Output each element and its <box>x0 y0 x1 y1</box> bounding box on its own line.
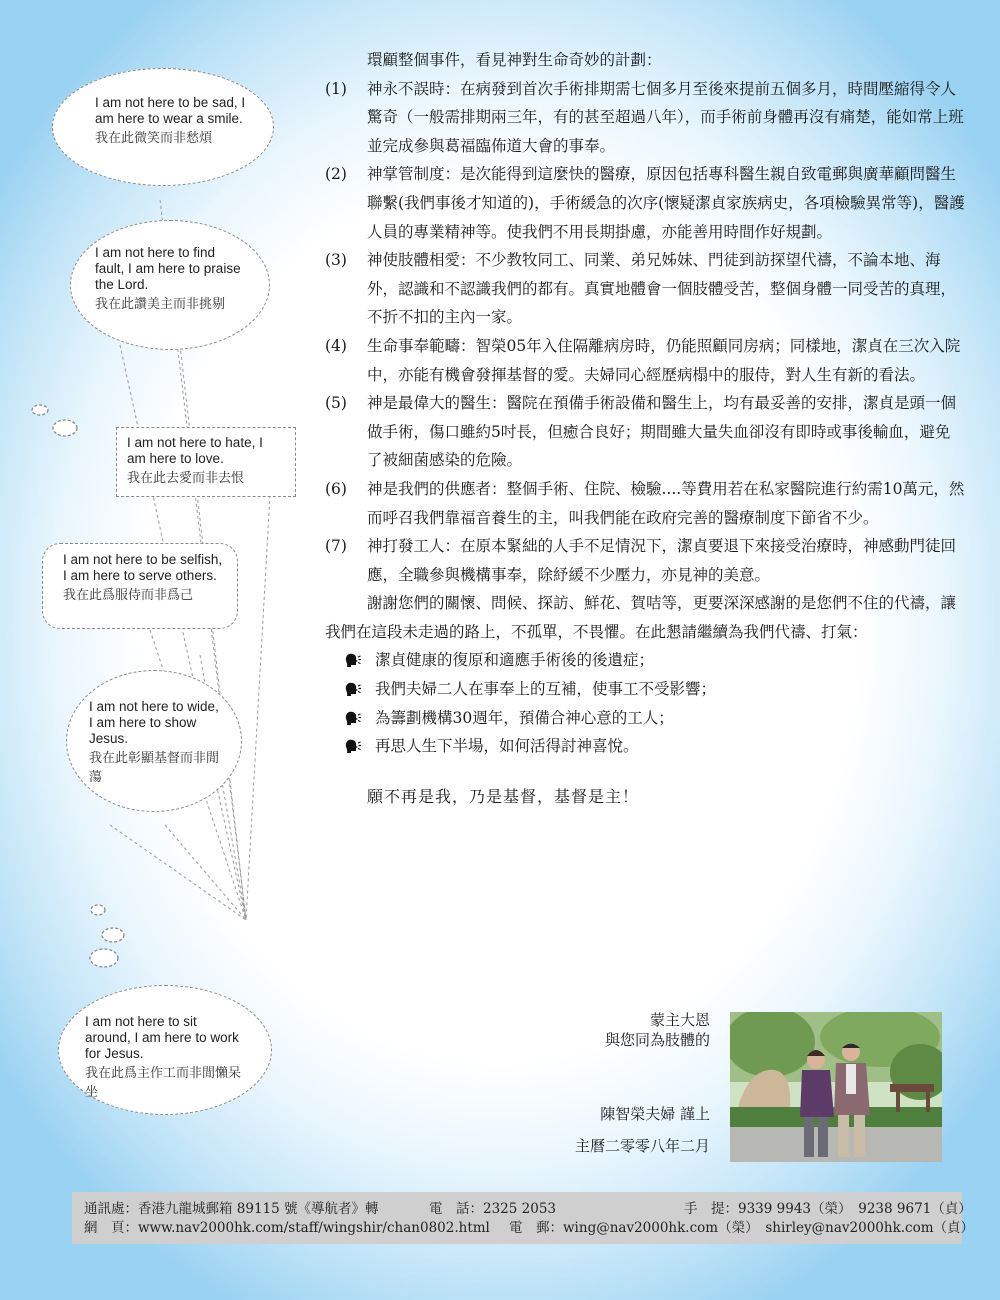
item-number: (7) <box>325 537 347 556</box>
couple-photo <box>730 1012 942 1162</box>
signature-line: 與您同為肢體的 <box>604 1031 710 1049</box>
item-text: 神是我們的供應者：整個手術、住院、檢驗....等費用若在私家醫院進行約需10萬元，然而呼召我們靠福音養生的主，叫我們能在政府完善的醫療制度下節省不少。 <box>367 479 965 527</box>
bubble-zh: 我在此去愛而非去恨 <box>127 471 245 486</box>
bubble-en: I am not here to wide, I am here to show Jesus. <box>89 699 219 746</box>
item-number: (5) <box>325 394 347 413</box>
bubble-column <box>0 0 320 1300</box>
item-text: 神打發工人：在原本緊絀的人手不足情況下，潔貞要退下來接受治療時，神感動門徒回應，全職參與機構事奉，除紓緩不少壓力，亦見神的美意。 <box>367 537 957 584</box>
bubble-en: I am not here to hate, I am here to love. <box>127 435 263 466</box>
bubble-zh: 我在此爲主作工而非閒懶呆坐 <box>85 1066 242 1100</box>
item-number: (6) <box>325 479 347 498</box>
signature-name: 陳智榮夫婦 謹上 <box>600 1105 710 1123</box>
bubble-en: I am not here to sit around, I am here to work for Jesus. <box>85 1014 239 1061</box>
reflection-item <box>325 389 965 475</box>
bubble-zh: 我在此彰顯基督而非閒蕩 <box>89 751 220 785</box>
speaking-head-icon <box>345 653 361 667</box>
footer-mobile: 手 提：9339 9943（榮） 9238 9671（貞） <box>684 1201 972 1217</box>
letter-intro: 環顧整個事件，看見神對生命奇妙的計劃： <box>367 51 662 69</box>
bubble-zh: 我在此爲服侍而非爲己 <box>63 588 194 603</box>
signature-line: 蒙主大恩 <box>649 1011 710 1029</box>
footer-address: 通訊處：香港九龍城郵箱 89115 號《導航者》轉 <box>84 1201 379 1217</box>
prayer-request <box>345 704 965 733</box>
footer-email-link[interactable]: 電 郵：wing@nav2000hk.com（榮） shirley@nav2000hk.com（貞） <box>509 1220 975 1236</box>
prayer-request <box>345 646 965 675</box>
bubble-en: I am not here to find fault, I am here to praise the Lord. <box>95 245 241 292</box>
bubble-en: I am not here to be selfish, I am here to serve others. <box>63 552 223 583</box>
item-text: 神是最偉大的醫生：醫院在預備手術設備和醫生上，均有最妥善的安排，潔貞是頭一個做手術，傷口雖約5吋長，但癒合良好；期間雖大量失血卻沒有即時或事後輸血，避免了被細菌感染的危險。 <box>367 394 957 470</box>
item-number: (1) <box>325 79 347 98</box>
prayer-request <box>345 732 965 761</box>
prayer-request-text: 再思人生下半場，如何活得討神喜悅。 <box>375 737 639 756</box>
item-number: (4) <box>325 336 347 355</box>
item-number: (2) <box>325 165 347 184</box>
bubble-love <box>116 427 296 497</box>
bubble-zh: 我在此讚美主而非挑剔 <box>95 297 226 312</box>
footer-web-link[interactable]: 網 頁：www.nav2000hk.com/staff/wingshir/chan0802.html <box>84 1220 490 1236</box>
prayer-request-text: 為籌劃機構30週年，預備合神心意的工人； <box>375 708 674 727</box>
bubble-praise <box>70 220 270 350</box>
reflection-item <box>325 332 965 389</box>
speaking-head-icon <box>345 739 361 753</box>
speaking-head-icon <box>345 711 361 725</box>
speaking-head-icon <box>345 682 361 696</box>
letter-body <box>325 46 965 811</box>
item-text: 生命事奉範疇：智榮05年入住隔離病房時，仍能照顧同房病；同樣地，潔貞在三次入院中，亦能有機會發揮基督的愛。夫婦同心經歷病榻中的服侍，對人生有新的看法。 <box>367 336 961 384</box>
reflection-item <box>325 75 965 161</box>
bubble-serve <box>42 543 238 629</box>
reflection-item <box>325 160 965 246</box>
motto: 願不再是我，乃是基督，基督是主！ <box>367 786 640 806</box>
signature-date: 主曆二零零八年二月 <box>574 1137 710 1155</box>
reflection-item <box>325 246 965 332</box>
bubble-zh: 我在此微笑而非愁煩 <box>95 131 213 146</box>
bubble-show-jesus <box>66 670 242 812</box>
signature-block <box>520 1010 710 1156</box>
reflection-item <box>325 532 965 589</box>
item-text: 神永不誤時：在病發到首次手術排期需七個多月至後來提前五個多月，時間壓縮得令人驚奇（一般需排期兩三年，有的甚至超過八年），而手術前身體再沒有痛楚，能如常上班並完成參與葛福臨佈道大會的事奉。 <box>367 79 964 155</box>
prayer-request-text: 潔貞健康的復原和適應手術後的後遺症； <box>375 651 655 670</box>
contact-footer <box>72 1192 975 1244</box>
photo-illustration <box>730 1012 942 1162</box>
item-text: 神掌管制度：是次能得到這麼快的醫療，原因包括專科醫生親自致電郵與廣華顧問醫生聯繫(我們事後才知道的)，手術緩急的次序(懷疑潔貞家族病史，各項檢驗異常等)，醫護人員的專業精神等。使我們不用長期掛慮，亦能善用時間作好規劃。 <box>367 165 965 241</box>
item-number: (3) <box>325 251 347 270</box>
item-text: 神使肢體相愛：不少教牧同工、同業、弟兄姊妹、門徒到訪探望代禱，不論本地、海外，認識和不認識我們的都有。真實地體會一個肢體受苦，整個身體一同受苦的真理，不折不扣的主內一家。 <box>367 251 957 327</box>
footer-phone: 電 話：2325 2053 <box>429 1201 557 1217</box>
bubble-smile <box>52 68 274 186</box>
reflection-item <box>325 475 965 532</box>
bubble-en: I am not here to be sad, I am here to wear a smile. <box>95 95 246 126</box>
prayer-request <box>345 675 965 704</box>
prayer-request-text: 我們夫婦二人在事奉上的互補，使事工不受影響； <box>375 680 717 699</box>
prayer-request-list <box>325 646 965 760</box>
bubble-work <box>58 985 272 1115</box>
thanks-paragraph: 謝謝您們的關懷、問候、探訪、鮮花、賀咭等，更要深深感謝的是您們不住的代禱，讓我們在這段未走過的路上，不孤單，不畏懼。在此懇請繼續為我們代禱、打氣： <box>325 594 957 641</box>
